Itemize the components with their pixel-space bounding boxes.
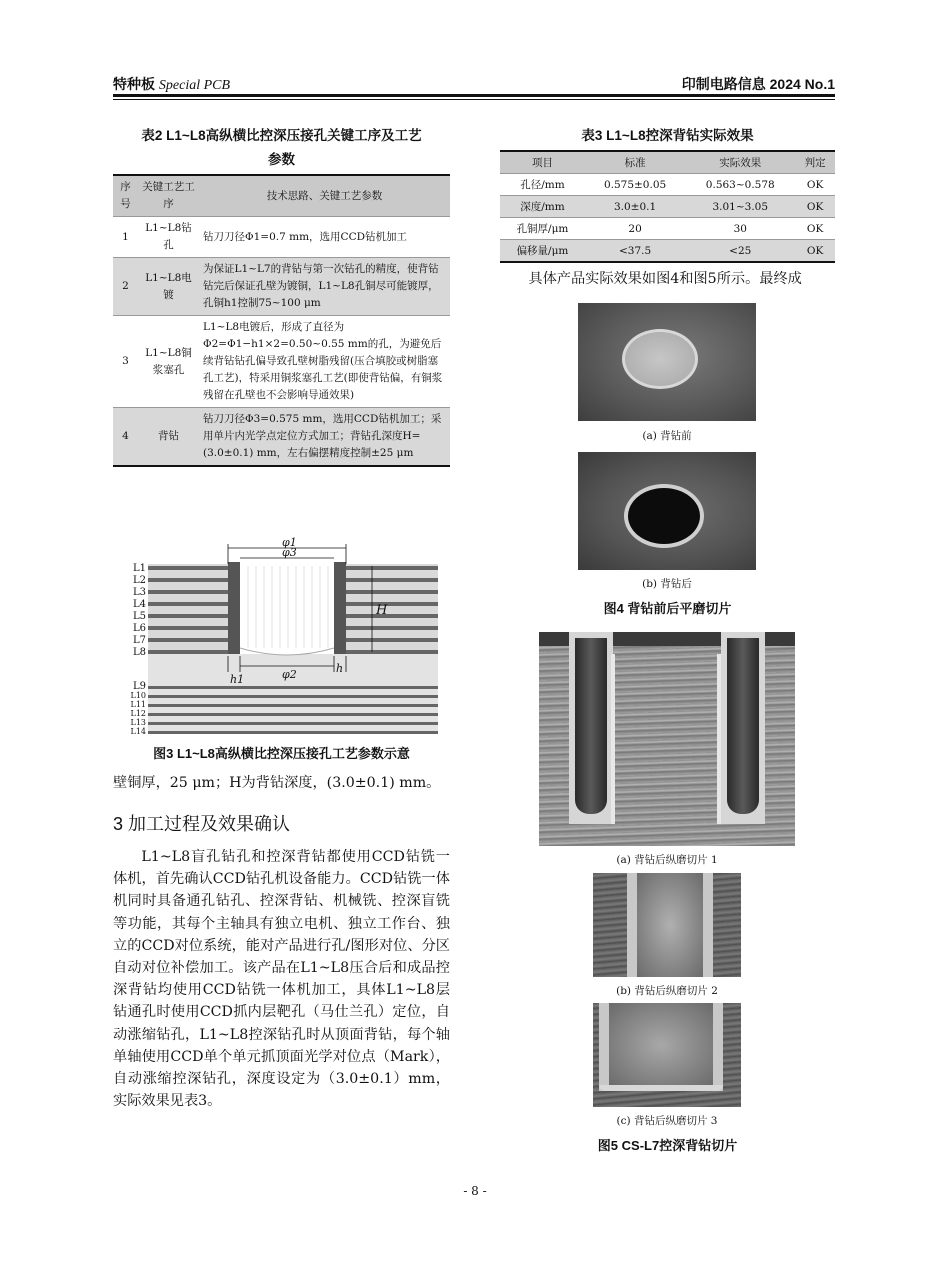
cell: <25 (685, 240, 795, 263)
layer-label: L7 (132, 635, 146, 646)
cell: OK (795, 218, 835, 240)
section-heading: 3 加工过程及效果确认 (113, 814, 291, 834)
cell: 30 (685, 218, 795, 240)
cell: 深度/mm (500, 196, 585, 218)
row-no: 3 (113, 316, 138, 408)
th-params: 技术思路、关键工艺参数 (199, 175, 450, 217)
paragraph: 具体产品实际效果如图4和图5所示。最终成 (528, 271, 802, 287)
figure5a-label: (a) 背钻后纵磨切片 1 (616, 854, 718, 866)
cell: 孔径/mm (500, 174, 585, 196)
H-label: H (376, 603, 388, 618)
layer-label: L1 (132, 563, 146, 574)
row-no: 1 (113, 217, 138, 258)
figure5c-label: (c) 背钻后纵磨切片 3 (616, 1115, 718, 1127)
figure4b-label: (b) 背钻后 (642, 578, 692, 590)
cell: 孔铜厚/μm (500, 218, 585, 240)
th-no: 序号 (113, 175, 138, 217)
phi3-label: φ3 (282, 546, 297, 559)
row-no: 2 (113, 258, 138, 316)
table3 (500, 150, 835, 263)
cell: 0.563~0.578 (685, 174, 795, 196)
th: 标准 (585, 151, 685, 174)
running-header-right: 印制电路信息 2024 No.1 (681, 76, 835, 92)
cell: OK (795, 196, 835, 218)
row-params: 钻刀刀径Φ3=0.575 mm，选用CCD钻机加工；采用单片内光学点定位方式加工；背钻孔深度H=(3.0±0.1) mm，左右偏摆精度控制±25 μm (199, 408, 450, 467)
th: 判定 (795, 151, 835, 174)
h1-label: h1 (230, 673, 245, 686)
layer-label: L3 (132, 587, 146, 598)
table-row (500, 196, 835, 218)
table-row (500, 174, 835, 196)
cell: OK (795, 240, 835, 263)
header-rule-thin (113, 99, 835, 100)
row-params: L1~L8电镀后，形成了直径为Φ2=Φ1−h1×2=0.50~0.55 mm的孔，为避免后续背钻钻孔偏导致孔壁树脂残留(压合填胶或树脂塞孔工艺)，特采用铜浆塞孔工艺(即使背钻偏，有铜浆残留在孔壁也不会影响导通效果) (199, 316, 450, 408)
table-row (113, 316, 450, 408)
table3-caption: 表3 L1~L8控深背钻实际效果 (581, 128, 754, 143)
figure5c-photo (593, 1003, 741, 1107)
running-header-left: 特种板 Special PCB (113, 76, 231, 93)
layer-label: L4 (132, 599, 146, 610)
layer-label: L10 (130, 691, 146, 700)
figure4b-photo (578, 452, 756, 570)
paragraph: L1~L8盲孔钻孔和控深背钻都使用CCD钻铣一体机，首先确认CCD钻孔机设备能力。CCD钻铣一体机同时具备通孔钻孔、控深背钻、机械铣、控深盲铣等功能，其每个主轴具有独立电机、独立工作台、独立的CCD对位系统，能对产品进行孔/图形对位、分区自动对位补偿加工。该产品在L1~L8压合后和成品控深背钻均使用CCD钻铣一体机加工，具体L1~L8层钻通孔时使用CCD抓内层靶孔（马仕兰孔）定位，自动涨缩钻孔，L1~L8控深钻孔时从顶面背钻，每个轴单轴使用CCD单个单元抓顶面光学对位点（Mark），自动涨缩控深钻孔，深度设定为（3.0±0.1）mm，实际效果见表3。 (113, 849, 450, 1110)
layer-label: L14 (130, 727, 146, 736)
cell: 0.575±0.05 (585, 174, 685, 196)
th: 项目 (500, 151, 585, 174)
row-params: 钻刀刀径Φ1=0.7 mm，选用CCD钻机加工 (199, 217, 450, 258)
cell: 偏移量/μm (500, 240, 585, 263)
cell: 3.01~3.05 (685, 196, 795, 218)
table-row (500, 218, 835, 240)
figure4-caption: 图4 背钻前后平磨切片 (603, 601, 732, 616)
layer-label: L11 (130, 700, 146, 709)
table-row (500, 240, 835, 263)
row-step: L1~L8铜浆塞孔 (138, 316, 199, 408)
row-no: 4 (113, 408, 138, 467)
figure5-caption: 图5 CS-L7控深背钻切片 (597, 1138, 738, 1153)
th: 实际效果 (685, 151, 795, 174)
layer-label: L12 (130, 709, 146, 718)
paragraph: 壁铜厚，25 μm；H为背钻深度，(3.0±0.1) mm。 (113, 775, 441, 791)
cell: <37.5 (585, 240, 685, 263)
table2-caption: 表2 L1~L8高纵横比控深压接孔关键工序及工艺 参数 (141, 128, 422, 167)
table3-header (500, 151, 835, 174)
figure5a-photo (539, 632, 795, 846)
layer-label: L2 (132, 575, 146, 586)
layer-label: L13 (130, 718, 146, 727)
layer-label: L5 (132, 611, 146, 622)
cell: 20 (585, 218, 685, 240)
th-step: 关键工艺工序 (138, 175, 199, 217)
figure3-diagram (120, 536, 450, 736)
phi1-label: φ1 (282, 536, 297, 549)
row-params: 为保证L1~L7的背钻与第一次钻孔的精度，使背钻钻完后保证孔壁为镀铜，L1~L8孔铜尽可能镀厚，孔铜h1控制75~100 μm (199, 258, 450, 316)
layer-label: L9 (132, 681, 146, 692)
figure4a-label: (a) 背钻前 (642, 430, 692, 442)
header-rule (113, 94, 835, 97)
row-step: L1~L8钻孔 (138, 217, 199, 258)
layer-label: L8 (132, 647, 146, 658)
table-row (113, 258, 450, 316)
figure4a-photo (578, 303, 756, 421)
figure5b-photo (593, 873, 741, 977)
figure3-caption: 图3 L1~L8高纵横比控深压接孔工艺参数示意 (153, 746, 410, 761)
phi2-label: φ2 (282, 668, 297, 681)
table-row (113, 217, 450, 258)
figure5b-label: (b) 背钻后纵磨切片 2 (616, 985, 718, 997)
table2-header (113, 175, 450, 217)
page-number: - 8 - (463, 1184, 487, 1198)
cell: OK (795, 174, 835, 196)
h-label: h (336, 662, 344, 675)
row-step: 背钻 (138, 408, 199, 467)
cell: 3.0±0.1 (585, 196, 685, 218)
row-step: L1~L8电镀 (138, 258, 199, 316)
table-row (113, 408, 450, 467)
table2 (113, 174, 450, 467)
layer-label: L6 (132, 623, 146, 634)
